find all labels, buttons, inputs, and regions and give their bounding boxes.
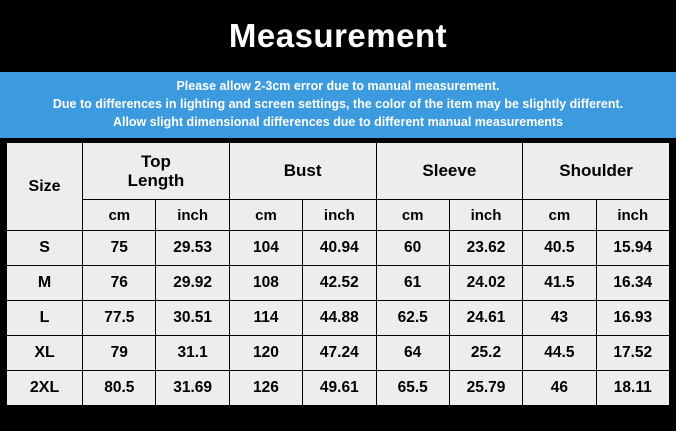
header-unit-sleeve-inch: inch [449,200,522,231]
cell-top-length-cm: 79 [83,336,156,371]
cell-sleeve-inch: 23.62 [449,231,522,266]
size-table-container [0,138,676,412]
cell-sleeve-inch: 25.2 [449,336,522,371]
cell-bust-inch: 49.61 [303,371,376,406]
cell-sleeve-cm: 60 [376,231,449,266]
header-size: Size [7,143,83,231]
size-table [6,142,670,406]
cell-top-length-inch: 29.53 [156,231,229,266]
notice-line-3: Allow slight dimensional differences due to different manual measurements [112,115,564,130]
notice-line-2: Due to differences in lighting and screen settings, the color of the item may be slightly different. [52,97,624,112]
cell-shoulder-cm: 46 [523,371,596,406]
cell-bust-inch: 47.24 [303,336,376,371]
table-header-units [7,200,670,231]
cell-bust-inch: 40.94 [303,231,376,266]
header-group-top-length-line2: Length [127,171,185,191]
table-row [7,371,670,406]
cell-sleeve-cm: 64 [376,336,449,371]
cell-bust-cm: 126 [229,371,302,406]
cell-top-length-inch: 29.92 [156,266,229,301]
cell-bust-cm: 114 [229,301,302,336]
row-size-label: XL [7,336,83,371]
header-unit-top-length-cm: cm [83,200,156,231]
cell-top-length-inch: 31.69 [156,371,229,406]
title-bar [0,0,676,72]
cell-bust-cm: 104 [229,231,302,266]
cell-sleeve-inch: 24.61 [449,301,522,336]
row-size-label: L [7,301,83,336]
cell-shoulder-inch: 18.11 [596,371,669,406]
cell-top-length-cm: 75 [83,231,156,266]
table-row [7,301,670,336]
cell-shoulder-inch: 15.94 [596,231,669,266]
cell-bust-cm: 120 [229,336,302,371]
cell-shoulder-inch: 16.34 [596,266,669,301]
header-unit-bust-cm: cm [229,200,302,231]
cell-shoulder-inch: 17.52 [596,336,669,371]
cell-bust-cm: 108 [229,266,302,301]
table-header-groups [7,143,670,200]
cell-bust-inch: 42.52 [303,266,376,301]
cell-sleeve-cm: 62.5 [376,301,449,336]
row-size-label: S [7,231,83,266]
notice-line-1: Please allow 2-3cm error due to manual measurement. [176,79,500,93]
page-title: Measurement [228,17,448,54]
row-size-label: M [7,266,83,301]
header-group-sleeve: Sleeve [376,143,523,200]
header-unit-sleeve-cm: cm [376,200,449,231]
cell-sleeve-inch: 25.79 [449,371,522,406]
header-group-shoulder: Shoulder [523,143,670,200]
header-unit-top-length-inch: inch [156,200,229,231]
table-row [7,336,670,371]
cell-sleeve-cm: 65.5 [376,371,449,406]
row-size-label: 2XL [7,371,83,406]
cell-sleeve-inch: 24.02 [449,266,522,301]
header-unit-shoulder-cm: cm [523,200,596,231]
header-group-top-length-line1: Top [141,152,171,172]
cell-top-length-cm: 77.5 [83,301,156,336]
table-row [7,231,670,266]
cell-shoulder-cm: 40.5 [523,231,596,266]
cell-top-length-inch: 30.51 [156,301,229,336]
measurement-notice [0,72,676,138]
cell-top-length-cm: 80.5 [83,371,156,406]
cell-shoulder-cm: 41.5 [523,266,596,301]
header-unit-shoulder-inch: inch [596,200,669,231]
header-unit-bust-inch: inch [303,200,376,231]
cell-shoulder-inch: 16.93 [596,301,669,336]
cell-shoulder-cm: 43 [523,301,596,336]
cell-top-length-cm: 76 [83,266,156,301]
cell-shoulder-cm: 44.5 [523,336,596,371]
header-group-bust: Bust [229,143,376,200]
cell-sleeve-cm: 61 [376,266,449,301]
cell-bust-inch: 44.88 [303,301,376,336]
table-row [7,266,670,301]
header-group-top-length [83,143,230,200]
cell-top-length-inch: 31.1 [156,336,229,371]
